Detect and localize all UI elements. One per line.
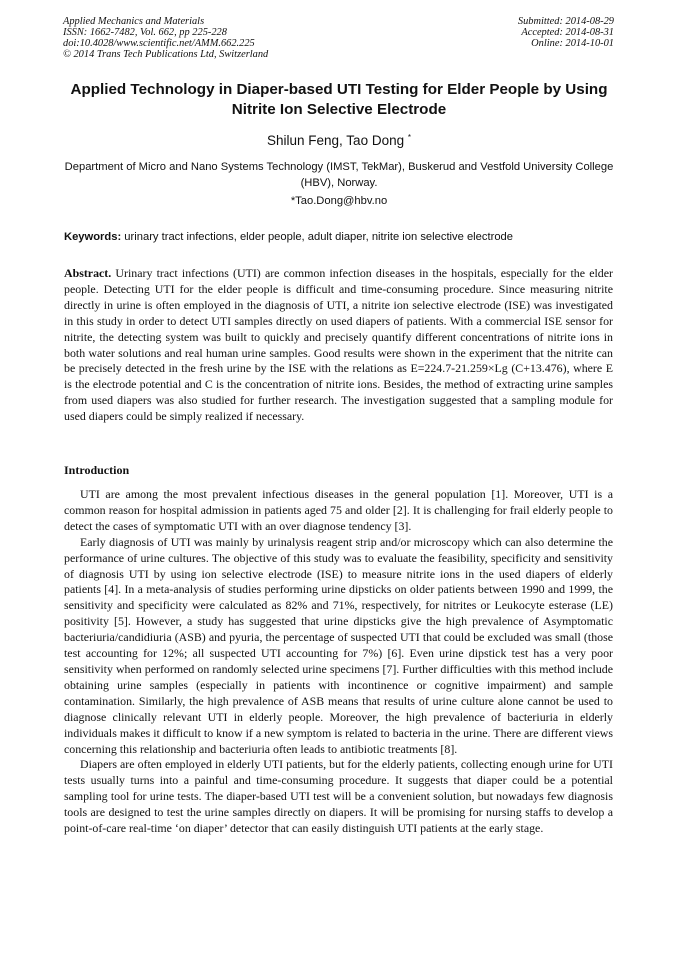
author-names: Shilun Feng, Tao Dong (267, 133, 405, 148)
body-paragraph: Diapers are often employed in elderly UTI patients, but for the elderly patients, collecting enough urine for UTI tests usually turns into a painful and time-consuming procedure. It suggests that diaper could be a potential sampling tool for urine tests. The diaper-based UTI test will be a convenient solution, but nowadays few diagnosis tools are designed to test the urine samples directly on diapers. It will be promising for nursing staffs to develop a point-of-care real-time ‘on diaper’ detector that can easily distinguish UTI patients at the early stage. (64, 757, 613, 836)
journal-name: Applied Mechanics and Materials (63, 16, 205, 27)
abstract (64, 266, 613, 425)
section-heading-introduction: Introduction (64, 463, 130, 477)
abstract-text: Urinary tract infections (UTI) are common infection diseases in the hospitals, especially for the elder people. Detecting UTI for the elder people is difficult and time-consuming procedure. Since measuring nitrite directly in urine is often employed in the diagnosis of UTI, a nitrite ion selective electrode (ISE) was investigated in this study in order to detect UTI samples directly on used diapers of patients. With a commercial ISE sensor for nitrite, the detecting system was built to quickly and precisely quantify different concentrations of nitrite ions in both water solutions and real human urine samples. Good results were shown in the experiment that the nitrite can be precisely detected in the fresh urine by the ISE with the relations as E=224.7-21.259×Lg (C+13.476), where E is the electrode potential and C is the concentration of nitrite ions. Besides, the method of extracting urine samples from used diapers was also studied for further research. The investigation suggested that a sampling module for used diapers could be simply realized if necessary. (64, 266, 613, 424)
body-paragraph: Early diagnosis of UTI was mainly by urinalysis reagent strip and/or microscopy which can also determine the performance of urine cultures. The objective of this study was to evaluate the feasibility, specificity and sensitivity of diagnosis UTI by using ion selective electrode (ISE) to measure nitrite ions in the used diapers of elderly patients [4]. In a meta-analysis of studies performing urine dipsticks on older patients between 1990 and 1999, the sensitivity and specificity were calculated as 82% and 71%, respectively, for nitrites or Leukocyte esterase (LE) positivity [5]. However, a study has suggested that urine dipsticks give the high prevalence of Asymptomatic bacteriuria/candidiuria (ASB) and pyuria, the percentage of suspected UTI that could be excluded was small (those test accounting for 12%; all suspected UTI accounting for 7%) [6]. Even urine dipstick test has a very poor sensitivity when performed on randomly selected urine specimens [7]. Further difficulties with this method include obtaining urine samples (especially in patients with incontinence or cognitive impairment) and sample contamination. Similarly, the high prevalence of ASB means that results of urine culture alone cannot be used to diagnose clinically relevant UTI in elderly people. Moreover, the high prevalence of bacteriuria in elderly individuals makes it difficult to know if a new symptom is related to bacteria in the urine. There are different views concerning this relationship and bacteriuria often leads to antibiotic treatments [8]. (64, 534, 613, 756)
author-list (64, 133, 614, 149)
copyright-line: © 2014 Trans Tech Publications Ltd, Switzerland (63, 49, 269, 60)
keywords (64, 230, 624, 244)
submission-dates (518, 16, 614, 49)
online-date: Online: 2014-10-01 (531, 38, 614, 49)
paper-title: Applied Technology in Diaper-based UTI Testing for Elder People by Using Nitrite Ion Selective Electrode (70, 81, 608, 118)
submitted-date: Submitted: 2014-08-29 (517, 16, 614, 27)
issn-line: ISSN: 1662-7482, Vol. 662, pp 225-228 (63, 27, 227, 38)
keywords-text: urinary tract infections, elder people, adult diaper, nitrite ion selective electrode (121, 231, 513, 243)
keywords-label: Keywords: (64, 231, 122, 243)
contact-email: *Tao.Dong@hbv.no (290, 195, 388, 207)
corresponding-author-mark: * (407, 133, 411, 142)
accepted-date: Accepted: 2014-08-31 (521, 27, 614, 38)
introduction-body (64, 487, 613, 837)
affiliation: Department of Micro and Nano Systems Technology (IMST, TekMar), Buskerud and Vestfold University College (HBV), Norway. (64, 161, 614, 189)
abstract-label: Abstract. (64, 266, 112, 280)
body-paragraph: UTI are among the most prevalent infectious diseases in the general population [1]. Moreover, UTI is a common reason for hospital admission in patients aged 75 and older [2]. It is challenging for frail elderly people to detect the cases of symptomatic UTI with an over diagnose tendency [3]. (64, 487, 613, 533)
doi-line: doi:10.4028/www.scientific.net/AMM.662.225 (63, 38, 255, 49)
journal-info (63, 16, 268, 60)
